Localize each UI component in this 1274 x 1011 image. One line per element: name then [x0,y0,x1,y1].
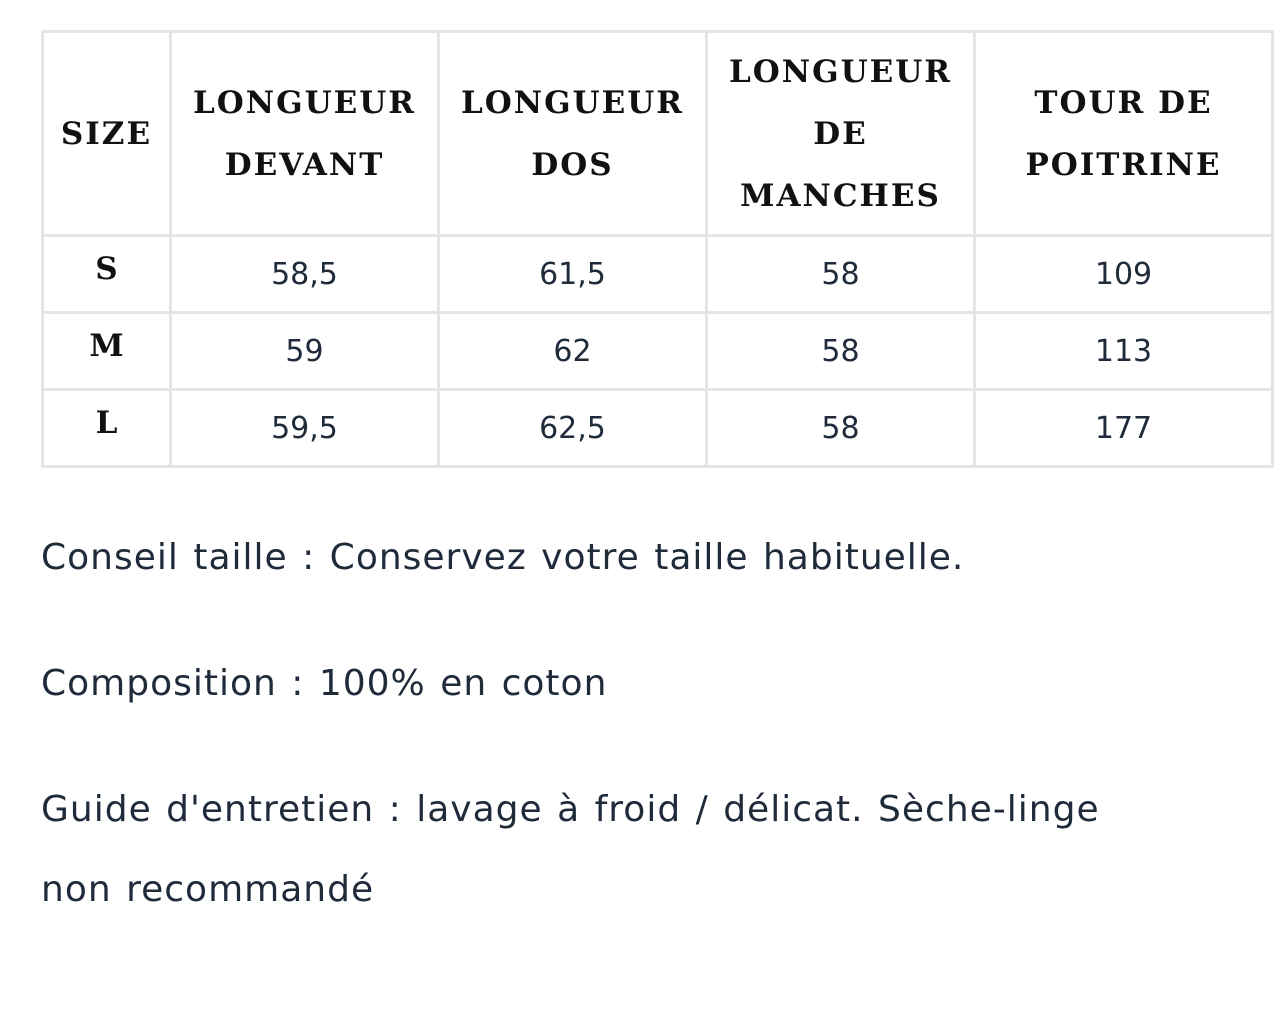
cell-longueur-dos: 61,5 [439,236,707,313]
header-line: LONGUEUR [460,84,685,121]
header-longueur-devant [171,32,439,236]
size-table-scroll-container[interactable] [41,30,1222,466]
cell-longueur-manches: 58 [707,236,975,313]
header-line: DE [813,115,868,152]
cell-longueur-dos: 62 [439,313,707,390]
cell-longueur-dos: 62,5 [439,390,707,467]
header-line: TOUR DE [1034,84,1213,121]
header-tour-de-poitrine [975,32,1273,236]
header-line: DOS [531,146,614,183]
header-line: LONGUEUR [728,53,953,90]
table-row [43,313,1273,390]
cell-longueur-devant: 59,5 [171,390,439,467]
row-size-label: L [43,390,171,467]
table-row [43,390,1273,467]
row-size-label: S [43,236,171,313]
header-size-label: SIZE [60,115,153,152]
cell-longueur-manches: 58 [707,390,975,467]
header-line: MANCHES [740,177,941,214]
size-advice-text: Conseil taille : Conservez votre taille habituelle. [41,537,965,578]
composition-text: Composition : 100% en coton [41,663,608,704]
header-longueur-dos [439,32,707,236]
header-line: LONGUEUR [192,84,417,121]
header-longueur-manches [707,32,975,236]
care-guide-text: Guide d'entretien : lavage à froid / délicat. Sèche-linge non recommandé [41,789,1100,910]
row-size-label: M [43,313,171,390]
table-row [43,236,1273,313]
cell-tour-de-poitrine: 109 [975,236,1273,313]
cell-tour-de-poitrine: 177 [975,390,1273,467]
size-table [41,30,1274,468]
cell-longueur-devant: 59 [171,313,439,390]
header-line: POITRINE [1025,146,1222,183]
cell-longueur-manches: 58 [707,313,975,390]
header-size [43,32,171,236]
cell-longueur-devant: 58,5 [171,236,439,313]
table-header-row [43,32,1273,236]
header-line: DEVANT [224,146,385,183]
product-notes [41,518,1181,930]
cell-tour-de-poitrine: 113 [975,313,1273,390]
